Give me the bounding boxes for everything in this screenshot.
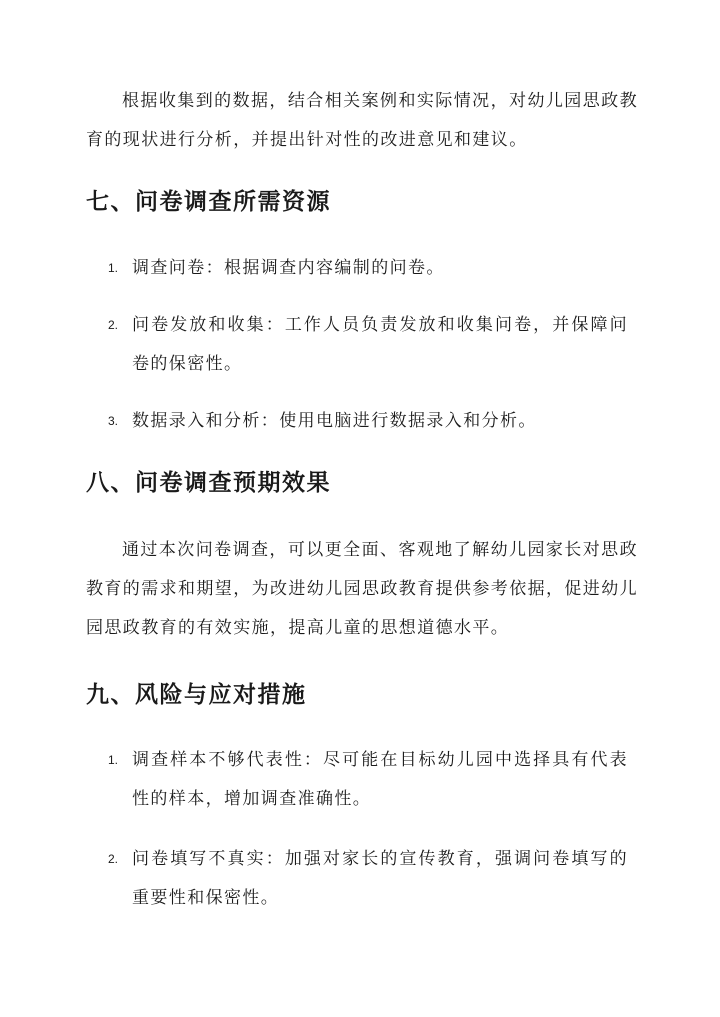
- list-item: [108, 306, 628, 384]
- list-item-text: 调查问卷：根据调查内容编制的问卷。: [132, 258, 445, 278]
- list-item: [108, 402, 628, 441]
- list-item-text: 问卷发放和收集：工作人员负责发放和收集问卷，并保障问卷的保密性。: [132, 315, 628, 374]
- section-8-paragraph: 通过本次问卷调查，可以更全面、客观地了解幼儿园家长对思政教育的需求和期望，为改进幼儿园思政教育提供参考依据，促进幼儿园思政教育的有效实施，提高儿童的思想道德水平。: [86, 540, 638, 638]
- list-item-text: 问卷填写不真实：加强对家长的宣传教育，强调问卷填写的重要性和保密性。: [132, 849, 628, 908]
- intro-paragraph: 根据收集到的数据，结合相关案例和实际情况，对幼儿园思政教育的现状进行分析，并提出针对性的改进意见和建议。: [86, 91, 638, 150]
- list-item-number: 2.: [108, 852, 119, 866]
- section-heading-8: 八、问卷调查预期效果: [86, 470, 331, 496]
- list-item-text: 数据录入和分析：使用电脑进行数据录入和分析。: [132, 411, 537, 431]
- section-heading-9: 九、风险与应对措施: [86, 682, 307, 708]
- list-item: [108, 741, 628, 819]
- list-item: [108, 249, 628, 288]
- list-item-text: 调查样本不够代表性：尽可能在目标幼儿园中选择具有代表性的样本，增加调查准确性。: [132, 750, 628, 809]
- list-item: [108, 840, 628, 918]
- section-heading-7: 七、问卷调查所需资源: [86, 189, 331, 215]
- list-item-number: 1.: [108, 261, 119, 275]
- list-item-number: 3.: [108, 414, 119, 428]
- list-item-number: 1.: [108, 753, 119, 767]
- list-item-number: 2.: [108, 318, 119, 332]
